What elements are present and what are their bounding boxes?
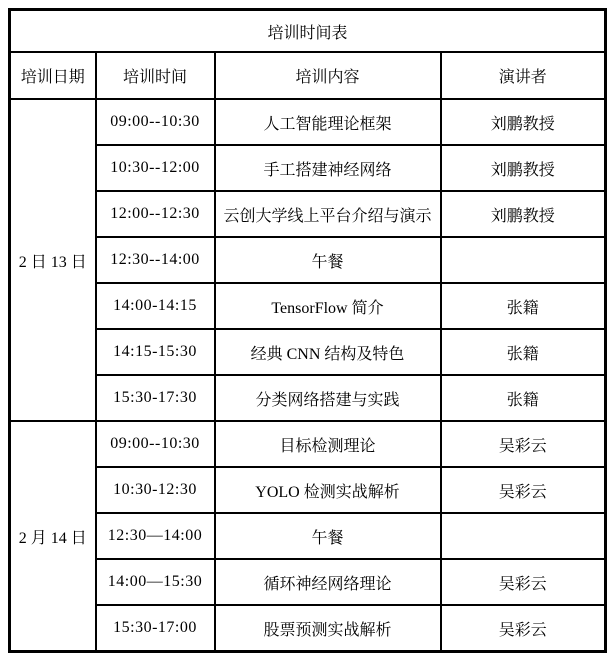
time-cell: 12:30--14:00	[96, 237, 215, 283]
table-row	[10, 99, 606, 145]
time-cell: 10:30-12:30	[96, 467, 215, 513]
table-row	[10, 513, 606, 559]
content-cell: 午餐	[215, 237, 441, 283]
speaker-cell: 吴彩云	[441, 421, 606, 467]
column-header-speaker: 演讲者	[441, 52, 606, 99]
content-cell: 循环神经网络理论	[215, 559, 441, 605]
content-cell: 手工搭建神经网络	[215, 145, 441, 191]
table-title: 培训时间表	[10, 10, 606, 53]
content-cell: 云创大学线上平台介绍与演示	[215, 191, 441, 237]
column-header-content: 培训内容	[215, 52, 441, 99]
column-header-time: 培训时间	[96, 52, 215, 99]
table-row	[10, 145, 606, 191]
table-row	[10, 191, 606, 237]
table-row	[10, 559, 606, 605]
table-row	[10, 375, 606, 421]
content-cell: 分类网络搭建与实践	[215, 375, 441, 421]
time-cell: 14:15-15:30	[96, 329, 215, 375]
time-cell: 15:30-17:00	[96, 605, 215, 652]
table-row	[10, 605, 606, 652]
training-schedule-table	[8, 8, 607, 653]
speaker-cell: 刘鹏教授	[441, 145, 606, 191]
table-row	[10, 421, 606, 467]
time-cell: 15:30-17:30	[96, 375, 215, 421]
speaker-cell	[441, 513, 606, 559]
content-cell: 午餐	[215, 513, 441, 559]
speaker-cell: 吴彩云	[441, 605, 606, 652]
table-row	[10, 283, 606, 329]
time-cell: 09:00--10:30	[96, 421, 215, 467]
time-cell: 12:00--12:30	[96, 191, 215, 237]
time-cell: 14:00-14:15	[96, 283, 215, 329]
table-header-row	[10, 52, 606, 99]
column-header-date: 培训日期	[10, 52, 96, 99]
speaker-cell: 吴彩云	[441, 559, 606, 605]
table-row	[10, 237, 606, 283]
table-row	[10, 467, 606, 513]
date-cell: 2 日 13 日	[10, 99, 96, 421]
content-cell: 股票预测实战解析	[215, 605, 441, 652]
content-cell: TensorFlow 简介	[215, 283, 441, 329]
time-cell: 10:30--12:00	[96, 145, 215, 191]
speaker-cell: 刘鹏教授	[441, 99, 606, 145]
speaker-cell: 吴彩云	[441, 467, 606, 513]
content-cell: 目标检测理论	[215, 421, 441, 467]
speaker-cell: 张籍	[441, 329, 606, 375]
time-cell: 12:30—14:00	[96, 513, 215, 559]
date-cell: 2 月 14 日	[10, 421, 96, 652]
time-cell: 09:00--10:30	[96, 99, 215, 145]
content-cell: 经典 CNN 结构及特色	[215, 329, 441, 375]
table-row	[10, 329, 606, 375]
table-title-row	[10, 10, 606, 53]
content-cell: 人工智能理论框架	[215, 99, 441, 145]
time-cell: 14:00—15:30	[96, 559, 215, 605]
speaker-cell: 张籍	[441, 375, 606, 421]
content-cell: YOLO 检测实战解析	[215, 467, 441, 513]
speaker-cell: 刘鹏教授	[441, 191, 606, 237]
speaker-cell: 张籍	[441, 283, 606, 329]
speaker-cell	[441, 237, 606, 283]
